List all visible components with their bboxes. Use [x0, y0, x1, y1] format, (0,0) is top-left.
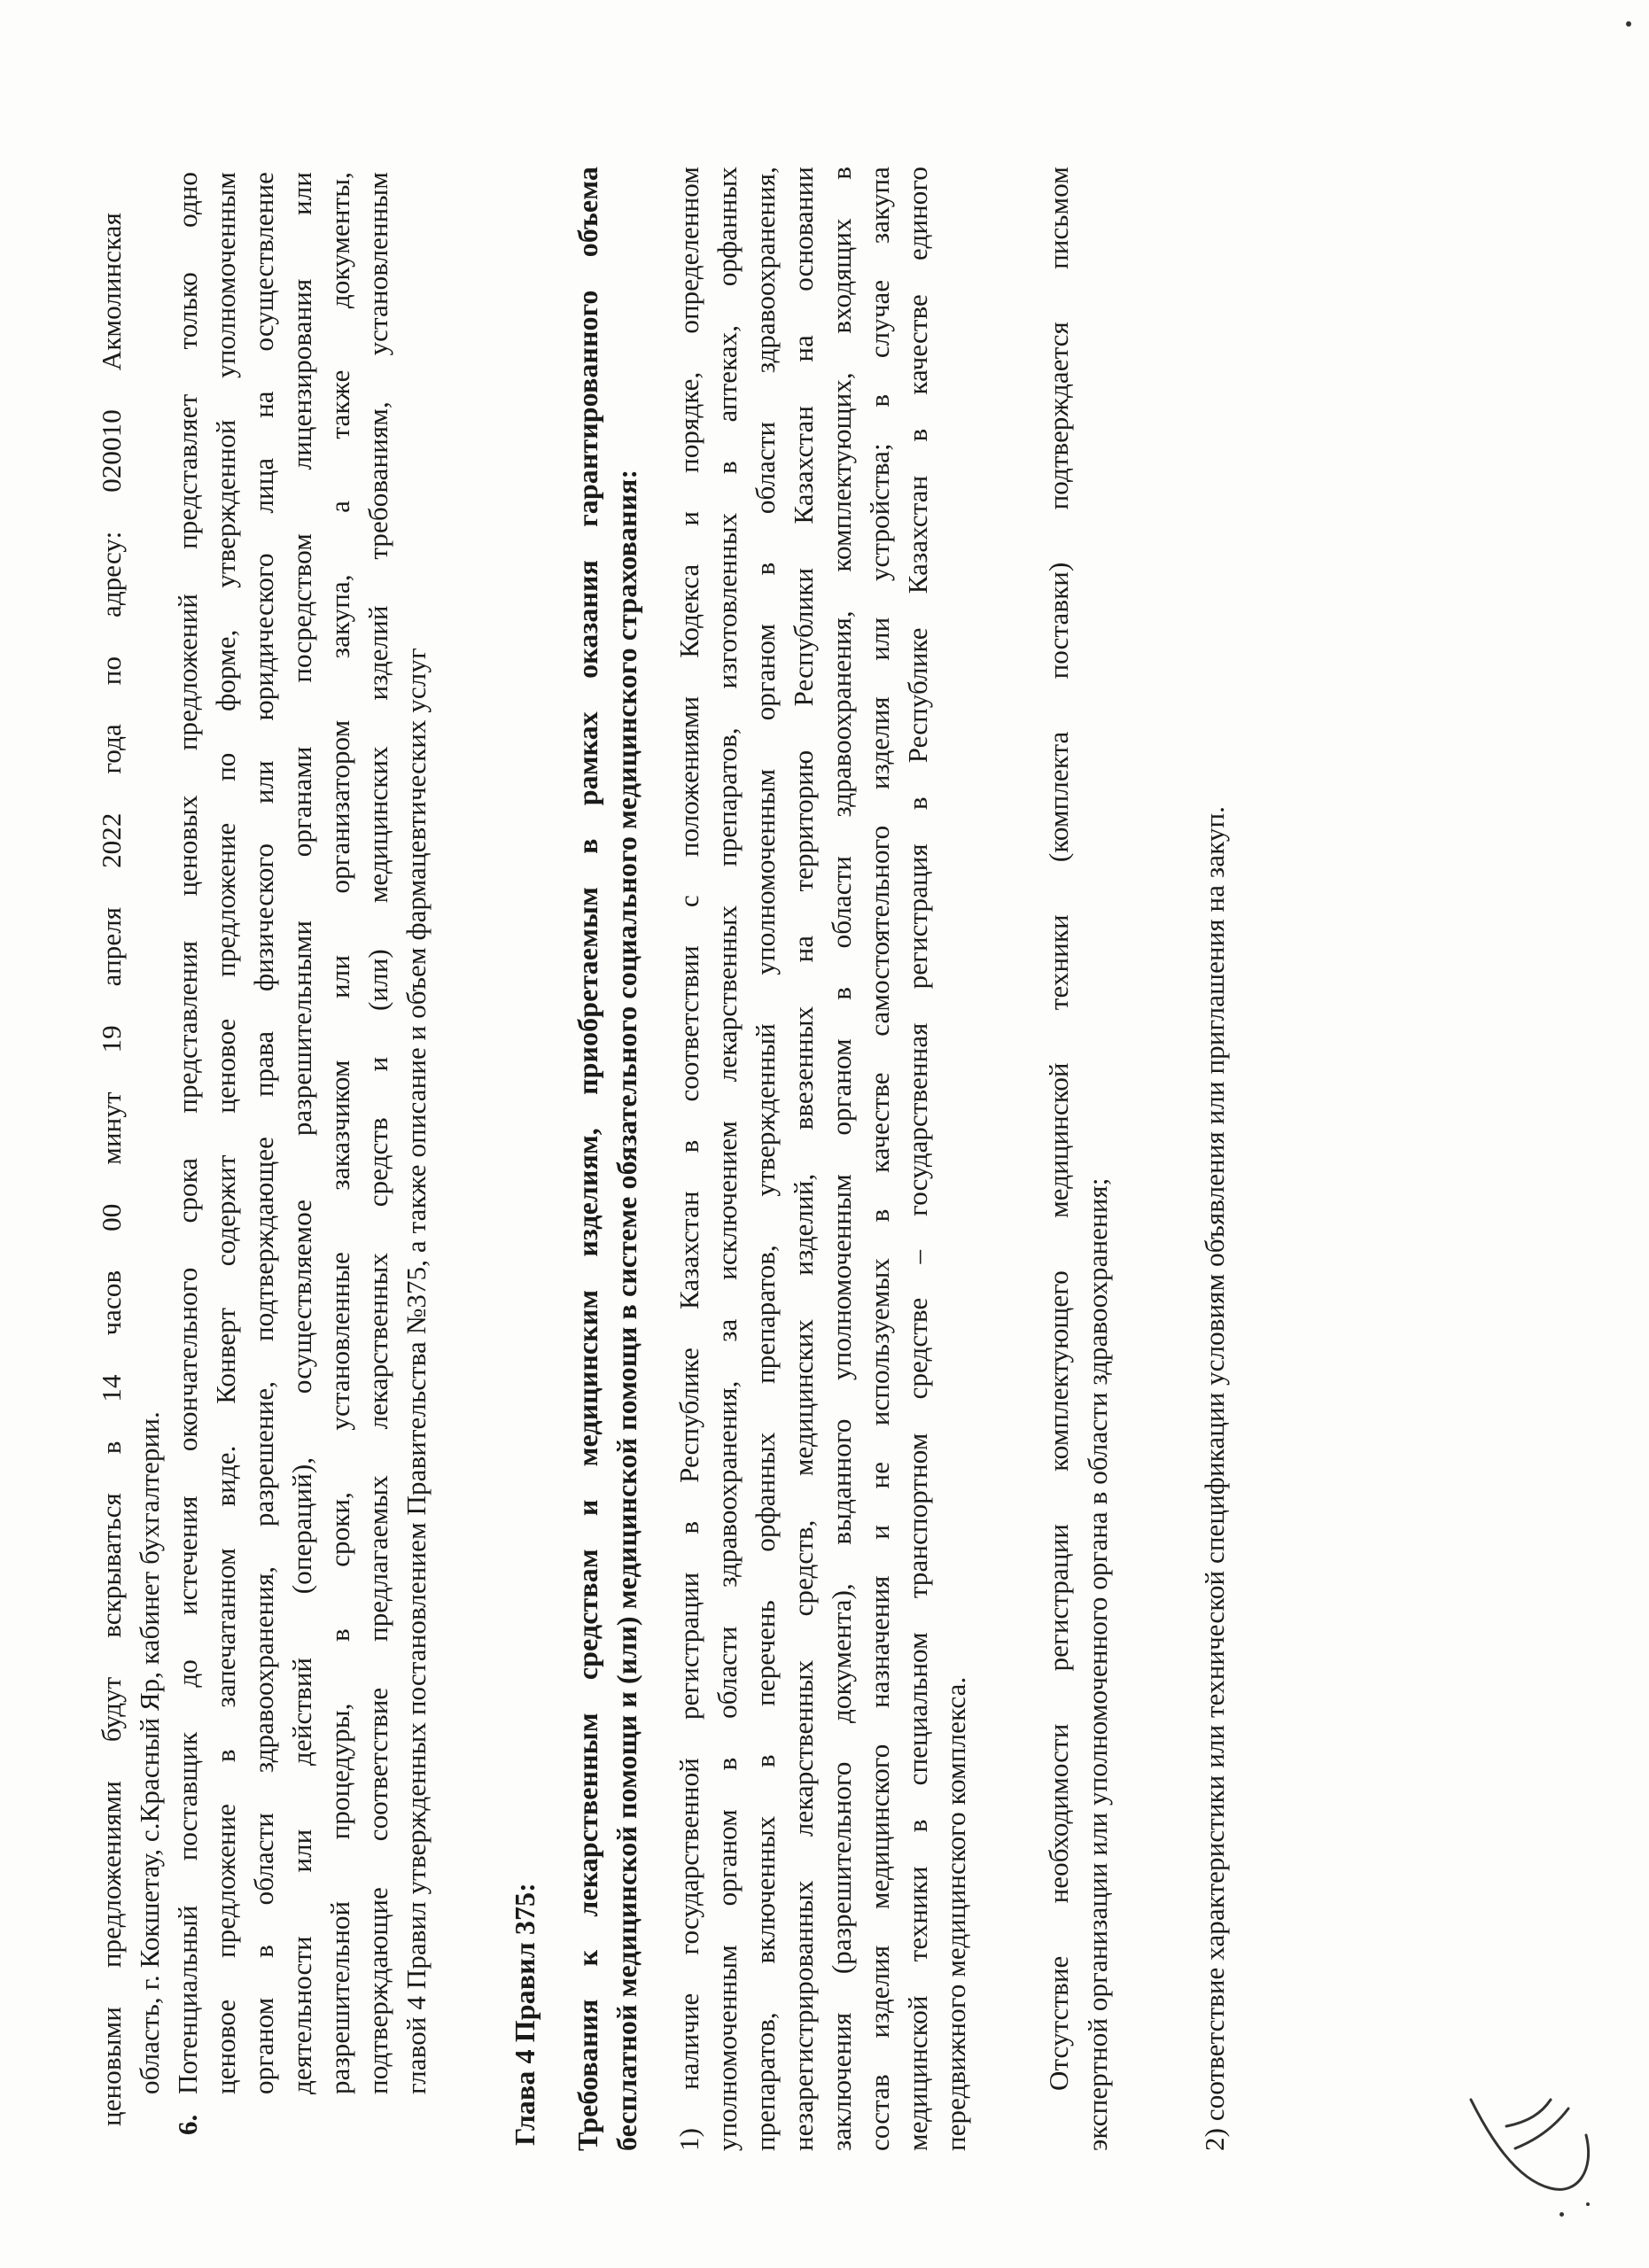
chapter-title: Глава 4 Правил 375: — [509, 1883, 541, 2146]
text-line: разрешительной процедуры, в сроки, установленные заказчиком или организатором закупа, а также документы, — [324, 172, 355, 2094]
text-line: Потенциальный поставщик до истечения окончательного срока представления ценовых предложений представляет только одно — [172, 172, 203, 2094]
text-line: передвижного медицинского комплекса. — [940, 1676, 971, 2151]
scan-speck — [1586, 2202, 1590, 2206]
text-line: Отсутствие необходимости регистрации комплектующего медицинской техники (комплекта поставки) подтверждается письмом — [1043, 167, 1074, 2091]
section-heading: бесплатной медицинской помощи и (или) медицинской помощи в системе обязательного социального медицинского страхования: — [611, 469, 642, 2151]
text-line: подтверждающие соответствие предлагаемых лекарственных средств и (или) медицинских изделий требованиям, установленным — [362, 172, 393, 2094]
text-line: ценовое предложение в запечатанном виде. Конверт содержит ценовое предложение по форме, утвержденной уполномоченным — [210, 172, 241, 2094]
text-line: препаратов, включенных в перечень орфанных препаратов, утвержденный уполномоченным органом в области здравоохранения, — [750, 167, 781, 2151]
signature-mark — [1453, 2002, 1630, 2233]
text-line: органом в области здравоохранения, разрешение, подтверждающее права физического или юридического лица на осуществление — [248, 172, 279, 2094]
scan-speck — [1626, 21, 1631, 27]
text-line: деятельности или действий (операций), осуществляемое разрешительными органами посредством лицензирования или — [286, 172, 317, 2094]
text-line: 1) наличие государственной регистрации в Республике Казахстан в соответствии с положениями Кодекса и порядке, определенном — [673, 167, 704, 2151]
text-line: состав изделия медицинского назначения и не используемых в качестве самостоятельного изделия или устройства; в случае закупа — [864, 167, 895, 2151]
text-line: медицинской техники в специальном транспортном средстве – государственная регистрация в Республике Казахстан в качестве единого — [902, 167, 933, 2151]
text-line: уполномоченным органом в области здравоохранения, за исключением лекарственных препаратов, изготовленных в аптеках, орфанных — [712, 167, 743, 2151]
list-number: 6. — [172, 2114, 203, 2135]
text-line: незарегистрированных лекарственных средств, медицинских изделий, ввезенных на территорию Республики Казахстан на основании — [788, 167, 819, 2151]
section-heading: Требования к лекарственным средствам и медицинским изделиям, приобретаемым в рамках оказания гарантированного объема — [572, 167, 603, 2151]
text-line: главой 4 Правил утвержденных постановлением Правительства №375, а также описание и объем фармацевтических услуг — [401, 648, 432, 2094]
text-line: заключения (разрешительного документа), выданного уполномоченным органом в области здравоохранения, комплектующих, входящих в — [826, 167, 857, 2151]
text-line: область, г. Кокшетау, с.Красный Яр, кабинет бухгалтерии. — [134, 1411, 165, 2094]
text-line: ценовыми предложениями будут вскрываться в 14 часов 00 минут 19 апреля 2022 года по адресу: 020010 Акмолинская — [96, 213, 127, 2126]
text-line: экспертной организации или уполномоченного органа в области здравоохранения; — [1082, 1177, 1113, 2151]
text-line: 2) соответствие характеристики или технической спецификации условиям объявления или приглашения на закуп. — [1199, 806, 1230, 2151]
scan-speck — [1560, 2212, 1564, 2217]
